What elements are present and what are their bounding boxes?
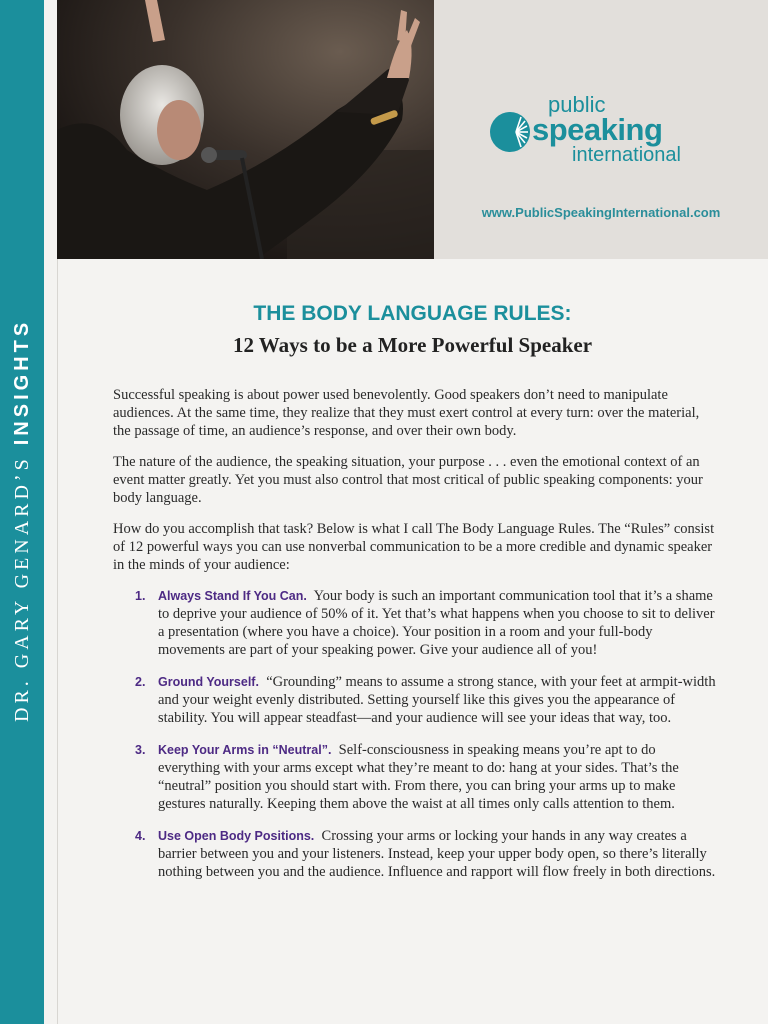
intro-paragraph-2: The nature of the audience, the speaking situation, your purpose . . . even the emotional context of an event matter greatly. Yet you must also control that most critical of public speaking components: your body language. — [113, 454, 703, 506]
list-item — [113, 673, 717, 727]
rules-list — [113, 587, 717, 881]
company-logo — [490, 92, 720, 172]
sidebar-vertical-label — [6, 319, 38, 722]
intro-paragraph-1: Successful speaking is about power used benevolently. Good speakers don’t need to manipulate audiences. At the same time, they realize that they must exert control at every turn: over the material, the passage of time, an audience’s response, and over their own body. — [113, 387, 700, 439]
list-item — [113, 827, 717, 881]
page-subtitle: 12 Ways to be a More Powerful Speaker — [232, 333, 593, 357]
website-link[interactable]: www.PublicSpeakingInternational.com — [481, 205, 721, 220]
sidebar-author: DR. GARY GENARD’S — [11, 455, 33, 722]
list-item — [113, 741, 717, 813]
rule-text: Self-consciousness in speaking means you’re apt to do everything with your arms except what they’re meant to do: hang at your sides. That’s the “neutral” position you should start with. From there, you can bring your arms up to make gestures naturally. Keeping them above the waist at all times only calls attention to them. — [158, 742, 679, 812]
logo-text-public: public — [548, 92, 606, 117]
rule-text: Your body is such an important communication tool that it’s a shame to deprive your audience of 50% of it. Yet that’s what happens when you choose to sit to deliver a presentation (where you have a choice). Your position in a room and your full-body movements are part of your speaking power. Give your audience all of you! — [158, 588, 715, 658]
sidebar-edge — [44, 0, 58, 1024]
intro-paragraph-3: How do you accomplish that task? Below is what I call The Body Language Rules. The “Rules” consist of 12 powerful ways you can use nonverbal communication to be a more credible and dynamic speaker in the minds of your audience: — [113, 521, 715, 573]
speaker-photo-illustration — [57, 0, 434, 259]
logo-mark-icon — [490, 112, 530, 152]
rule-text: Crossing your arms or locking your hands in any way creates a barrier between you and your listeners. Instead, keep your upper body open, so there’s literally nothing between you and the audience. Influence and rapport will flow freely in both directions. — [158, 828, 716, 880]
article-body — [113, 386, 717, 895]
rule-text: “Grounding” means to assume a strong stance, with your feet at armpit-width and your weight evenly distributed. Setting yourself like this gives you the appearance of stability. You will appear steadfast—and your audience will see your ideas that way, too. — [158, 674, 716, 726]
rule-number: 2. — [135, 675, 146, 689]
logo-rays-icon — [490, 112, 530, 152]
speaker-photo — [57, 0, 434, 259]
rule-title: Use Open Body Positions. — [158, 829, 315, 843]
list-item — [113, 587, 717, 659]
rule-title: Keep Your Arms in “Neutral”. — [158, 743, 332, 757]
rule-title: Always Stand If You Can. — [158, 589, 307, 603]
page-title: THE BODY LANGUAGE RULES: — [253, 302, 572, 325]
rule-number: 1. — [135, 589, 146, 603]
logo-text-speaking: speaking — [532, 112, 663, 147]
rule-number: 4. — [135, 829, 146, 843]
rule-title: Ground Yourself. — [158, 675, 259, 689]
rule-number: 3. — [135, 743, 146, 757]
sidebar-series: INSIGHTS — [11, 318, 33, 446]
logo-text-international: international — [572, 144, 681, 166]
